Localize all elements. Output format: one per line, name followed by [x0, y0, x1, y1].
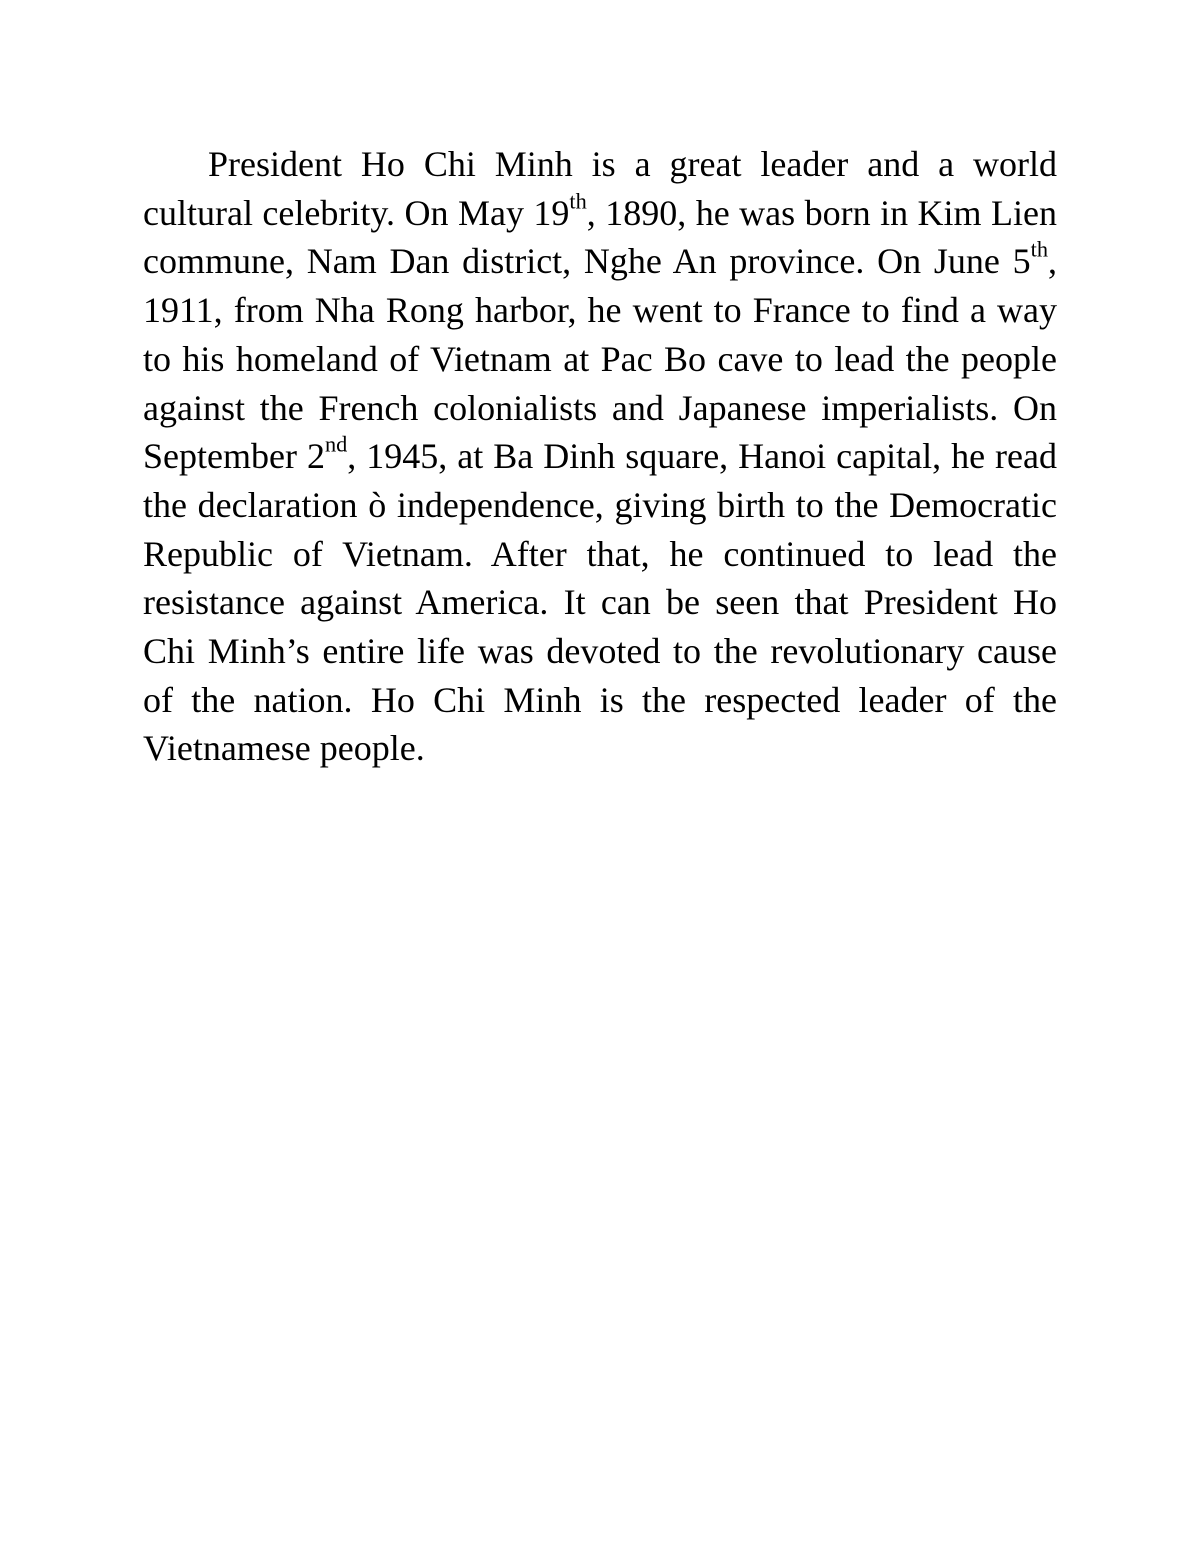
text-segment: , 1911, from Nha Rong harbor, he went to France to find a way to his homeland of Vietnam at Pac Bo cave to lead the people against the French colonialists and Japanese imperialists. On September 2: [143, 241, 1057, 477]
text-segment: , 1945, at Ba Dinh square, Hanoi capital, he read the declaration ò independence, giving birth to the Democratic Republic of Vietnam. After that, he continued to lead the resistance against America. It can be seen that President Ho Chi Minh’s entire life was devoted to the revolutionary cause of the nation. Ho Chi Minh is the respected leader of the Vietnamese people.: [143, 436, 1057, 769]
ordinal-suffix: th: [1030, 236, 1048, 262]
text-segment: President Ho Chi Minh is a great leader and a world cultural celebrity. On May 19: [143, 144, 1057, 233]
ordinal-suffix: nd: [324, 431, 348, 457]
body-paragraph: [143, 140, 1057, 773]
ordinal-suffix: th: [569, 187, 587, 213]
text-segment: , 1890, he was born in Kim Lien commune, Nam Dan district, Nghe An province. On June 5: [143, 192, 1058, 282]
